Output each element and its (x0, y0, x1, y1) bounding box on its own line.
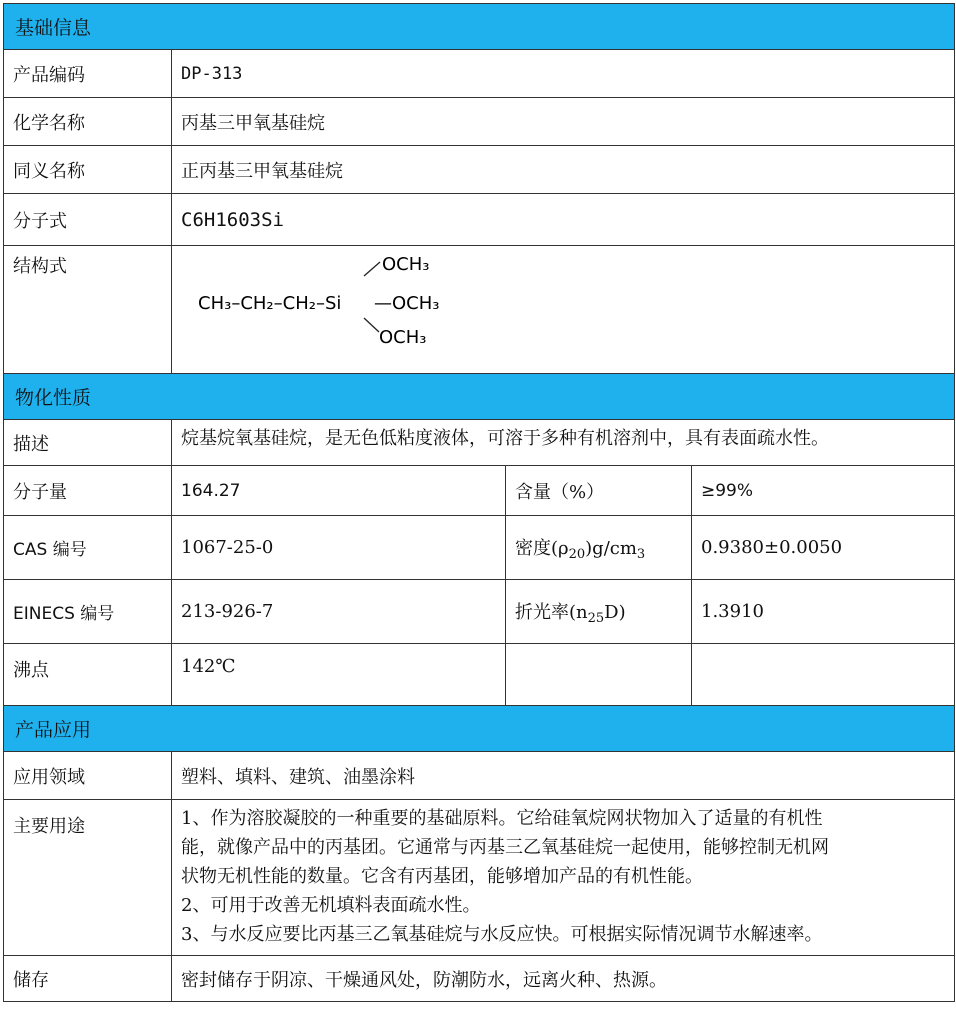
content-value: ≥99% (692, 466, 955, 516)
bp-value: 142℃ (172, 644, 506, 706)
formula-label: 分子式 (4, 194, 172, 246)
cas-value: 1067-25-0 (172, 516, 506, 580)
use-line: 2、可用于改善无机填料表面疏水性。 (181, 895, 481, 916)
refr-label (506, 580, 692, 644)
density-label-sub2: 3 (636, 546, 646, 562)
synonym-value: 正丙基三甲氧基硅烷 (172, 146, 955, 194)
formula-value: C6H1603Si (172, 194, 955, 246)
mw-label: 分子量 (4, 466, 172, 516)
storage-value: 密封储存于阴凉、干燥通风处，防潮防水，远离火种、热源。 (172, 956, 955, 1002)
density-label (506, 516, 692, 580)
synonym-label: 同义名称 (4, 146, 172, 194)
refr-label-sub: 25 (587, 610, 605, 626)
density-value: 0.9380±0.0050 (692, 516, 955, 580)
mw-value: 164.27 (172, 466, 506, 516)
density-label-pre: 密度(ρ (515, 537, 569, 559)
density-label-post: )g/cm (585, 537, 637, 559)
structure-group-top: OCH₃ (382, 254, 430, 275)
empty-cell-1 (506, 644, 692, 706)
section-header-basic: 基础信息 (4, 4, 955, 50)
product-data-sheet (3, 3, 955, 1002)
use-label: 主要用途 (4, 800, 172, 956)
product-code-label: 产品编码 (4, 50, 172, 98)
structure-group-bottom: OCH₃ (379, 327, 427, 348)
structural-formula-diagram (172, 246, 512, 368)
refr-value: 1.3910 (692, 580, 955, 644)
chem-name-value: 丙基三甲氧基硅烷 (172, 98, 955, 146)
refr-label-pre: 折光率(n (515, 601, 588, 623)
chem-name-label: 化学名称 (4, 98, 172, 146)
product-code-value: DP-313 (172, 50, 955, 98)
field-value: 塑料、填料、建筑、油墨涂料 (172, 752, 955, 800)
structure-chain-text: CH₃–CH₂–CH₂–Si (198, 293, 342, 314)
empty-cell-2 (692, 644, 955, 706)
structure-cell (172, 246, 955, 374)
bp-label: 沸点 (4, 644, 172, 706)
density-label-sub: 20 (568, 546, 586, 562)
section-header-application: 产品应用 (4, 706, 955, 752)
einecs-value: 213-926-7 (172, 580, 506, 644)
bond-bottom (364, 318, 379, 332)
structure-label: 结构式 (4, 246, 172, 374)
use-value (172, 800, 955, 956)
content-label: 含量（%） (506, 466, 692, 516)
use-line: 1、作为溶胶凝胶的一种重要的基础原料。它给硅氧烷网状物加入了适量的有机性 (181, 808, 823, 829)
desc-label: 描述 (4, 420, 172, 466)
einecs-label: EINECS 编号 (4, 580, 172, 644)
storage-label: 储存 (4, 956, 172, 1002)
cas-label: CAS 编号 (4, 516, 172, 580)
use-line: 能，就像产品中的丙基团。它通常与丙基三乙氧基硅烷一起使用，能够控制无机网 (181, 837, 829, 858)
field-label: 应用领域 (4, 752, 172, 800)
use-line: 3、与水反应要比丙基三乙氧基硅烷与水反应快。可根据实际情况调节水解速率。 (181, 924, 823, 945)
refr-label-post: D) (604, 601, 626, 623)
bond-top (364, 262, 380, 276)
structure-group-mid: —OCH₃ (374, 293, 440, 314)
section-header-properties: 物化性质 (4, 374, 955, 420)
desc-value: 烷基烷氧基硅烷，是无色低粘度液体，可溶于多种有机溶剂中，具有表面疏水性。 (172, 420, 955, 466)
use-line: 状物无机性能的数量。它含有丙基团，能够增加产品的有机性能。 (181, 866, 703, 887)
